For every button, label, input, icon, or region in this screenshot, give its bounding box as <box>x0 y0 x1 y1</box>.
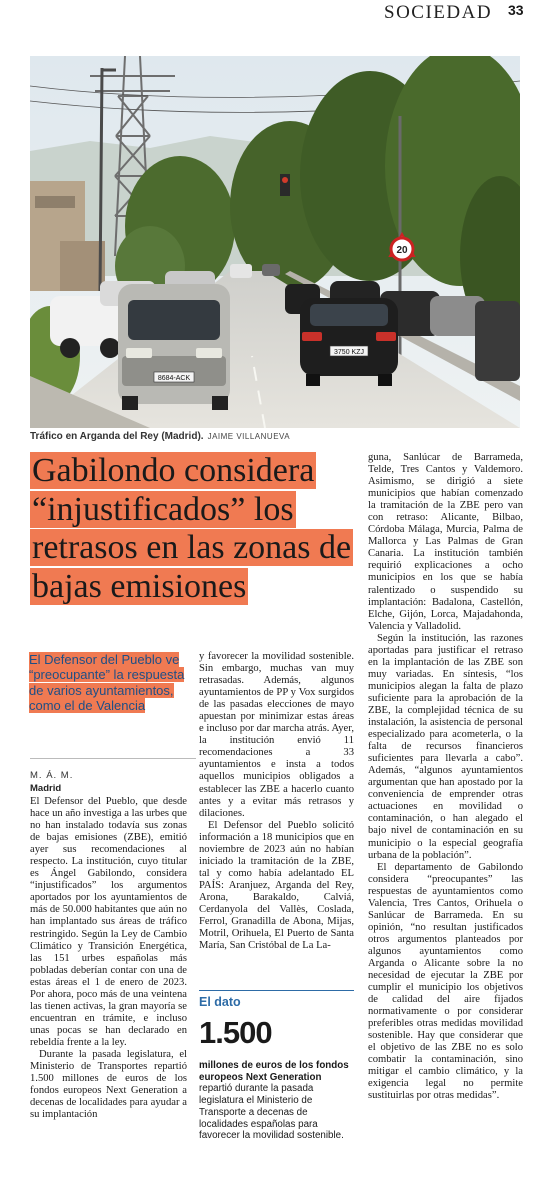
body-paragraph: El departamento de Gabilondo considera “preocupantes” las respuestas de ayuntamientos como Valencia, Tres Cantos, Orihuela o Sanlúcar de Barrameda. En su opinión, “no resultan justificados otros argumentos planteados por algunos ayuntamientos como Arganda o Alicante sobre la no necesidad de ejecutar la ZBE por cumplir el municipio los objetivos de calidad del aire fijados normativamente o por considerar preferibles otras medidas movilidad sostenible. Hay que considerar que el objetivo de las ZBE no es solo combatir la contaminación, sino mitigar el cambio climático, y la exigencia legal no permite sustituirlas por otras medidas”. <box>368 861 523 1102</box>
fact-box-bold: millones de euros de los fondos europeos Next Generation <box>199 1060 349 1083</box>
van-plate-text: 8684-ACK <box>157 375 191 382</box>
body-column-2 <box>199 651 354 952</box>
car-plate-text: 3750 KZJ <box>334 349 364 356</box>
deck-text: El Defensor del Pueblo ve “preocupante” la respuesta de varios ayuntamientos, como el de Valencia <box>29 652 185 713</box>
dateline: Madrid <box>30 783 62 794</box>
body-column-3 <box>368 452 523 1103</box>
body-paragraph: guna, Sanlúcar de Barrameda, Telde, Tres Cantos y Valdemoro. Asimismo, se dirigió a siete municipios que habían comenzado la tramitación de la ZBE pero van con retraso: Alicante, Bilbao, Córdoba Málaga, Murcia, Palma de Mallorca y Las Palmas de Gran Canaria. La institución también requirió explicaciones a ocho municipios en los que se había ralentizado o suspendido su implantación: Badalona, Castellón, Elche, Gijón, Lorca, Majadahonda, Valencia y Valladolid. <box>368 452 523 632</box>
headline-text: Gabilondo considera “injustificados” los retrasos en las zonas de bajas emisiones <box>32 452 352 605</box>
section-label: SOCIEDAD <box>384 2 493 23</box>
road-sign-text: 20 <box>396 245 408 256</box>
article-photo <box>30 56 520 428</box>
caption-title: Tráfico en Arganda del Rey (Madrid). <box>30 431 204 442</box>
photo-caption <box>30 431 520 442</box>
body-paragraph: y favorecer la movilidad sostenible. Sin embargo, muchas van muy retrasadas. Además, algunos ayuntamientos de PP y Vox surgidos de las pasadas elecciones de mayo apuestan por minimizar estas áreas e incluso por dar marcha atrás. Ayer, la institución envió 11 recomendaciones a 33 ayuntamientos e insta a todos aquellos municipios obligados a establecer las ZBE a hacerlo cuanto antes y a evitar más retrasos y dilaciones. <box>199 651 354 819</box>
byline: M. Á. M. <box>30 770 74 781</box>
body-paragraph: El Defensor del Pueblo, que desde hace un año investiga a las urbes que no han instalado todavía sus zonas de bajas emisiones (ZBE), emitió ayer sus recomendaciones al respecto. La institución, cuyo titular es Ángel Gabilondo, considera “injustificados” los argumentos aportados por los ayuntamientos de más de 50.000 habitantes que aún no han implantado sus áreas de tráfico restringido. Según la Ley de Cambio Climático y Transición Energética, las 151 urbes españolas más pobladas deberían contar con una de estas áreas el 1 de enero de 2023. Por ahora, poco más de una veintena las tienen activas, la gran mayoría se encuentran en trámite, e incluso unas pocas se han declarado en rebeldía frente a la ley. <box>30 796 187 1048</box>
body-paragraph: Durante la pasada legislatura, el Ministerio de Transportes repartió 1.500 millones de euros de los fondos europeos Next Generation a decenas de localidades para ayudar a su implantación <box>30 1048 187 1121</box>
deck <box>29 652 195 713</box>
fact-box-number: 1.500 <box>199 1015 272 1050</box>
body-paragraph: El Defensor del Pueblo solicitó información a 18 municipios que en noviembre de 2023 aún no habían iniciado la tramitación de la ZBE, tal y como había adelantado EL PAÍS: Aranjuez, Arganda del Rey, Arona, Barakaldo, Calviá, Cerdanyola del Vallès, Coslada, Ferrol, Granadilla de Abona, Mijas, Motril, Orihuela, El Puerto de Santa María, San Cristóbal de La La- <box>199 819 354 952</box>
fact-box-text <box>199 1060 354 1142</box>
body-column-1 <box>30 796 187 1121</box>
divider <box>30 758 196 759</box>
fact-box-rest: repartió durante la pasada legislatura el Ministerio de Transporte a decenas de localidades españolas para favorecer la movilidad sostenible. <box>199 1083 344 1142</box>
body-paragraph: Según la institución, las razones aportadas para justificar el retraso en la implantación de las ZBE son muy variadas. En síntesis, “los municipios alegan la falta de plazo suficiente para la aprobación de la ZBE, la complejidad técnica de su instalación, la asistencia de personal especializado para acometerla, o la falta de recursos financieros suficientes para llevarla a cabo”. Además, “algunos ayuntamientos argumentan que han apostado por la conveniencia de emprender otras actuaciones en movilidad o contaminación, o han alegado el bajo nivel de contaminación en su municipio o la especial geografía urbana de la población”. <box>368 632 523 861</box>
page-number: 33 <box>508 2 524 18</box>
photo-credit: JAIME VILLANUEVA <box>207 432 291 441</box>
fact-box-heading: El dato <box>199 990 354 1009</box>
fact-box <box>199 990 354 1170</box>
headline <box>30 452 368 606</box>
